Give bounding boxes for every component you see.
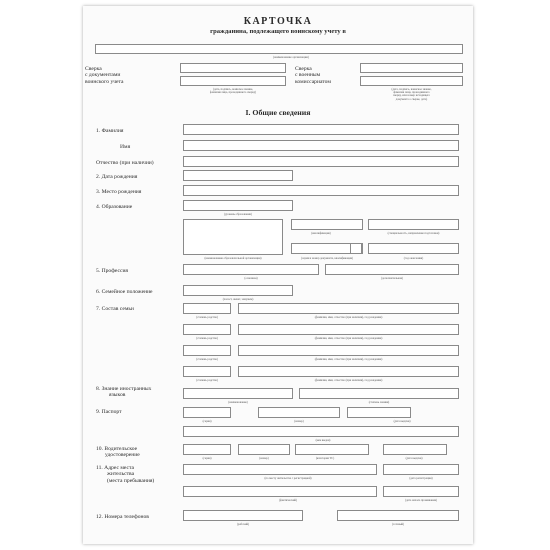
phones-label: 12. Номера телефонов (96, 514, 149, 520)
driver-license-series-field[interactable] (183, 444, 231, 455)
family-person-caption-3: (фамилия, имя, отчество (при наличии), год рождения) (314, 357, 383, 361)
passport-issue-date-field[interactable] (347, 407, 411, 418)
sverka-military-field-2[interactable] (360, 76, 463, 86)
family-kinship-caption-2: (степень родства) (196, 336, 218, 340)
passport-series-caption: (серия) (202, 419, 212, 423)
phone-work-caption: (рабочий) (236, 522, 250, 526)
family-person-field-1[interactable] (238, 303, 459, 314)
driver-license-number-caption: (номер) (259, 456, 269, 460)
driver-license-issue-date-caption: (дата выдачи) (405, 456, 423, 460)
education-level-field[interactable] (183, 200, 293, 211)
phone-work-field[interactable] (183, 510, 303, 521)
sverka-docs-label: Сверка с документами воинского учета (85, 66, 124, 85)
languages-label: 8. Знание иностранных языков (96, 386, 152, 399)
birth-place-field[interactable] (183, 185, 459, 196)
passport-number-field[interactable] (258, 407, 340, 418)
family-person-field-2[interactable] (238, 324, 459, 335)
section-title-general: I. Общие сведения (245, 108, 311, 117)
family-person-field-4[interactable] (238, 366, 459, 377)
driver-license-number-field[interactable] (238, 444, 290, 455)
address-actual-field[interactable] (183, 486, 377, 497)
language-name-field[interactable] (183, 388, 293, 399)
sverka-military-field-1[interactable] (360, 63, 463, 73)
passport-series-field[interactable] (183, 407, 231, 418)
driver-license-category-field[interactable] (295, 444, 369, 455)
passport-issued-by-field[interactable] (183, 426, 459, 437)
family-kinship-field-4[interactable] (183, 366, 231, 377)
sverka-docs-field-1[interactable] (180, 63, 286, 73)
family-label: 7. Состав семьи (96, 306, 134, 312)
education-qual-field[interactable] (350, 243, 362, 254)
address-label: 11. Адрес места жительства (места пребывания) (96, 465, 155, 484)
address-registered-caption: (по месту жительства с регистрацией) (264, 476, 312, 480)
address-stay-date-caption: (дата начала проживания) (405, 498, 437, 502)
family-person-caption-4: (фамилия, имя, отчество (при наличии), год рождения) (314, 378, 383, 382)
marital-status-label: 6. Семейное положение (96, 289, 153, 295)
driver-license-series-caption: (серия) (202, 456, 212, 460)
form-subtitle: гражданина, подлежащего воинскому учету в (210, 28, 346, 35)
form-title: КАРТОЧКА (243, 16, 313, 27)
sverka-docs-field-2[interactable] (180, 76, 286, 86)
education-doc-caption: (серия и номер документа, квалификация) (301, 256, 353, 260)
name-field[interactable] (183, 140, 459, 151)
address-reg-date-caption: (дата регистрации) (409, 476, 433, 480)
family-kinship-caption-3: (степень родства) (196, 357, 218, 361)
passport-issue-date-caption: (дата выдачи) (393, 419, 411, 423)
family-person-field-3[interactable] (238, 345, 459, 356)
phone-mobile-caption: (сотовый) (391, 522, 405, 526)
education-qual-caption: (квалификация) (311, 231, 331, 235)
profession-extra-field[interactable] (325, 264, 459, 275)
name-label: Имя (120, 144, 131, 150)
registration-card-form (83, 6, 473, 544)
birth-date-label: 2. Дата рождения (96, 174, 138, 180)
language-name-caption: (наименование) (228, 400, 248, 404)
education-spec-caption: (специальность, направление подготовки) (387, 231, 440, 235)
education-year-caption: (год окончания) (403, 256, 424, 260)
passport-label: 9. Паспорт (96, 409, 122, 415)
address-reg-date-field[interactable] (383, 464, 459, 475)
family-kinship-caption-1: (степень родства) (196, 315, 218, 319)
profession-extra-caption: (дополнительная) (381, 276, 403, 280)
family-kinship-field-3[interactable] (183, 345, 231, 356)
education-spec-field[interactable] (368, 219, 459, 230)
patronymic-label: Отчество (при наличии) (96, 160, 154, 166)
family-kinship-field-2[interactable] (183, 324, 231, 335)
education-level-caption: (уровень образования) (224, 212, 252, 216)
driver-license-label: 10. Водительское удостоверение (96, 446, 140, 459)
surname-label: 1. Фамилия (96, 128, 124, 134)
family-kinship-field-1[interactable] (183, 303, 231, 314)
sverka-docs-caption: (дата, подпись, воинское звание, фамилия лица, проводившего сверку) (209, 87, 257, 95)
education-label: 4. Образование (96, 204, 133, 210)
language-level-caption: (степень знания) (368, 400, 390, 404)
education-org-caption: (наименование образовательной организации) (204, 256, 262, 260)
address-actual-caption: (фактический) (279, 498, 297, 502)
passport-issued-by-caption: (кем выдан) (315, 438, 331, 442)
marital-status-caption: (холост, женат, замужем) (222, 297, 254, 301)
family-person-caption-1: (фамилия, имя, отчество (при наличии), год рождения) (314, 315, 383, 319)
education-year-field[interactable] (368, 243, 459, 254)
address-registered-field[interactable] (183, 464, 377, 475)
education-org-field[interactable] (183, 219, 283, 255)
driver-license-category-caption: (категория ТС) (315, 456, 335, 460)
profession-label: 5. Профессия (96, 268, 129, 274)
family-person-caption-2: (фамилия, имя, отчество (при наличии), год рождения) (314, 336, 383, 340)
phone-mobile-field[interactable] (337, 510, 459, 521)
profession-main-caption: (основная) (244, 276, 258, 280)
address-stay-date-field[interactable] (383, 486, 459, 497)
organization-caption: (наименование организации) (273, 55, 309, 59)
surname-field[interactable] (183, 124, 459, 135)
birth-place-label: 3. Место рождения (96, 189, 142, 195)
marital-status-field[interactable] (183, 285, 293, 296)
sverka-military-label: Сверка с военным комиссариатом (295, 66, 331, 85)
passport-number-caption: (номер) (294, 419, 304, 423)
driver-license-issue-date-field[interactable] (383, 444, 447, 455)
organization-field[interactable] (95, 44, 463, 54)
birth-date-field[interactable] (183, 170, 293, 181)
patronymic-field[interactable] (183, 156, 459, 167)
family-kinship-caption-4: (степень родства) (196, 378, 218, 382)
profession-main-field[interactable] (183, 264, 319, 275)
sverka-military-caption: (дата, подпись, воинское звание, фамилия лица, проводившего сверку, или номер исходящего документа о сверке, дата) (391, 87, 432, 101)
education-doc-field-1[interactable] (291, 219, 363, 230)
language-level-field[interactable] (299, 388, 459, 399)
